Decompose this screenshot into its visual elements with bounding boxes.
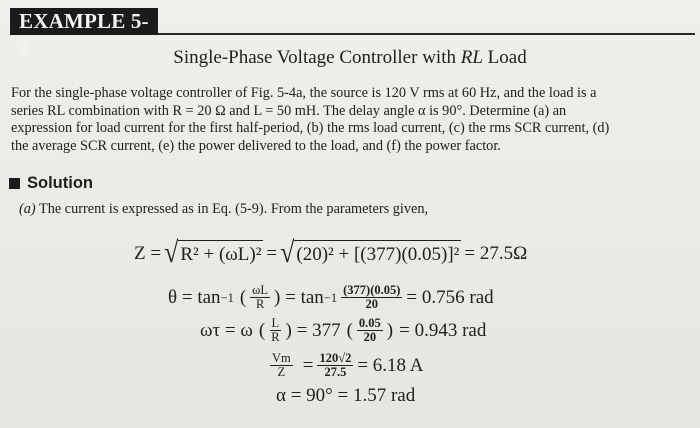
title-prefix: Single-Phase Voltage Controller with xyxy=(173,47,461,68)
problem-line-1: For the single-phase voltage controller of Fig. 5-4a, the source is 120 V rms at 60 Hz, and the load is a xyxy=(11,85,597,101)
title-italic: RL xyxy=(460,47,483,68)
eq-theta-open: ( xyxy=(239,286,247,308)
frac-den: R xyxy=(255,297,265,311)
header-rule xyxy=(158,33,695,35)
square-bullet-icon xyxy=(9,178,20,189)
frac-num: (377)(0.05) xyxy=(343,283,401,297)
equation-alpha xyxy=(276,384,415,408)
frac-num: L xyxy=(271,316,280,330)
eq-z-lhs: Z = xyxy=(134,242,162,264)
fraction-377-20 xyxy=(341,284,402,311)
frac-den: R xyxy=(271,330,280,344)
eq-wt-result: = 0.943 rad xyxy=(399,319,487,341)
frac-den: 20 xyxy=(365,297,379,311)
fraction-vm-z xyxy=(270,352,293,379)
eq-theta-sup: −1 xyxy=(220,290,234,305)
problem-line-4: the average SCR current, (e) the power delivered to the load, and (f) the power factor. xyxy=(11,137,501,154)
equation-theta xyxy=(168,284,494,311)
fraction-l-r xyxy=(269,317,281,344)
frac-num: ωL xyxy=(252,283,269,297)
radical-icon: √ xyxy=(280,235,295,270)
eq-theta-lhs: θ = tan xyxy=(168,286,221,308)
equation-omega-tau xyxy=(200,317,486,344)
sqrt-2 xyxy=(280,235,461,270)
example-title xyxy=(0,47,700,69)
eq-theta-result: = 0.756 rad xyxy=(406,286,494,308)
sqrt-1 xyxy=(164,235,263,270)
frac-den: Z xyxy=(277,365,286,379)
problem-statement xyxy=(11,85,687,155)
part-label: (a) xyxy=(19,201,36,217)
eq-z-radicand-2: (20)² + [(377)(0.05)]² xyxy=(294,240,461,267)
eq-wt-open-2: ( xyxy=(346,319,353,341)
eq-wt-mid: ) = 377 xyxy=(285,319,341,341)
part-text: The current is expressed as in Eq. (5-9). From the parameters given, xyxy=(35,201,429,217)
fraction-wl-r xyxy=(250,284,270,311)
eq-wt-close-2: ) xyxy=(386,319,394,341)
fraction-120-275 xyxy=(317,352,353,379)
frac-num: 0.05 xyxy=(358,316,381,330)
problem-line-3: expression for load current for the first half-period, (b) the rms load current, (c) the rms SCR current, (d) xyxy=(11,120,610,136)
problem-line-2: series RL combination with R = 20 Ω and L = 50 mH. The delay angle α is 90°. Determine (a) an xyxy=(11,102,567,119)
eq-wt-lhs: ωτ = ω xyxy=(200,319,253,341)
eq-vm-result: = 6.18 A xyxy=(357,354,424,376)
radical-icon: √ xyxy=(164,235,179,270)
equation-current-amplitude xyxy=(266,352,423,379)
eq-z-radicand-1: R² + (ωL)² xyxy=(178,240,263,267)
solution-heading-text: Solution xyxy=(27,174,93,192)
eq-vm-equals: = xyxy=(302,354,314,376)
equation-impedance xyxy=(134,235,528,270)
eq-z-equals: = xyxy=(266,242,278,264)
eq-theta-sup-2: −1 xyxy=(323,290,338,305)
eq-alpha: α = 90° = 1.57 rad xyxy=(276,385,416,406)
frac-num: 120√2 xyxy=(319,351,352,365)
fraction-005-20 xyxy=(357,317,383,344)
frac-den: 27.5 xyxy=(324,365,347,379)
eq-theta-close: ) = tan xyxy=(274,286,324,308)
eq-wt-open: ( xyxy=(258,319,266,341)
solution-part-a xyxy=(19,200,428,218)
frac-den: 20 xyxy=(363,330,377,344)
eq-z-result: = 27.5Ω xyxy=(464,242,528,264)
solution-heading xyxy=(9,173,93,193)
title-suffix: Load xyxy=(482,47,527,68)
example-label: EXAMPLE 5-2 xyxy=(10,8,158,35)
frac-num: Vm xyxy=(272,351,291,365)
